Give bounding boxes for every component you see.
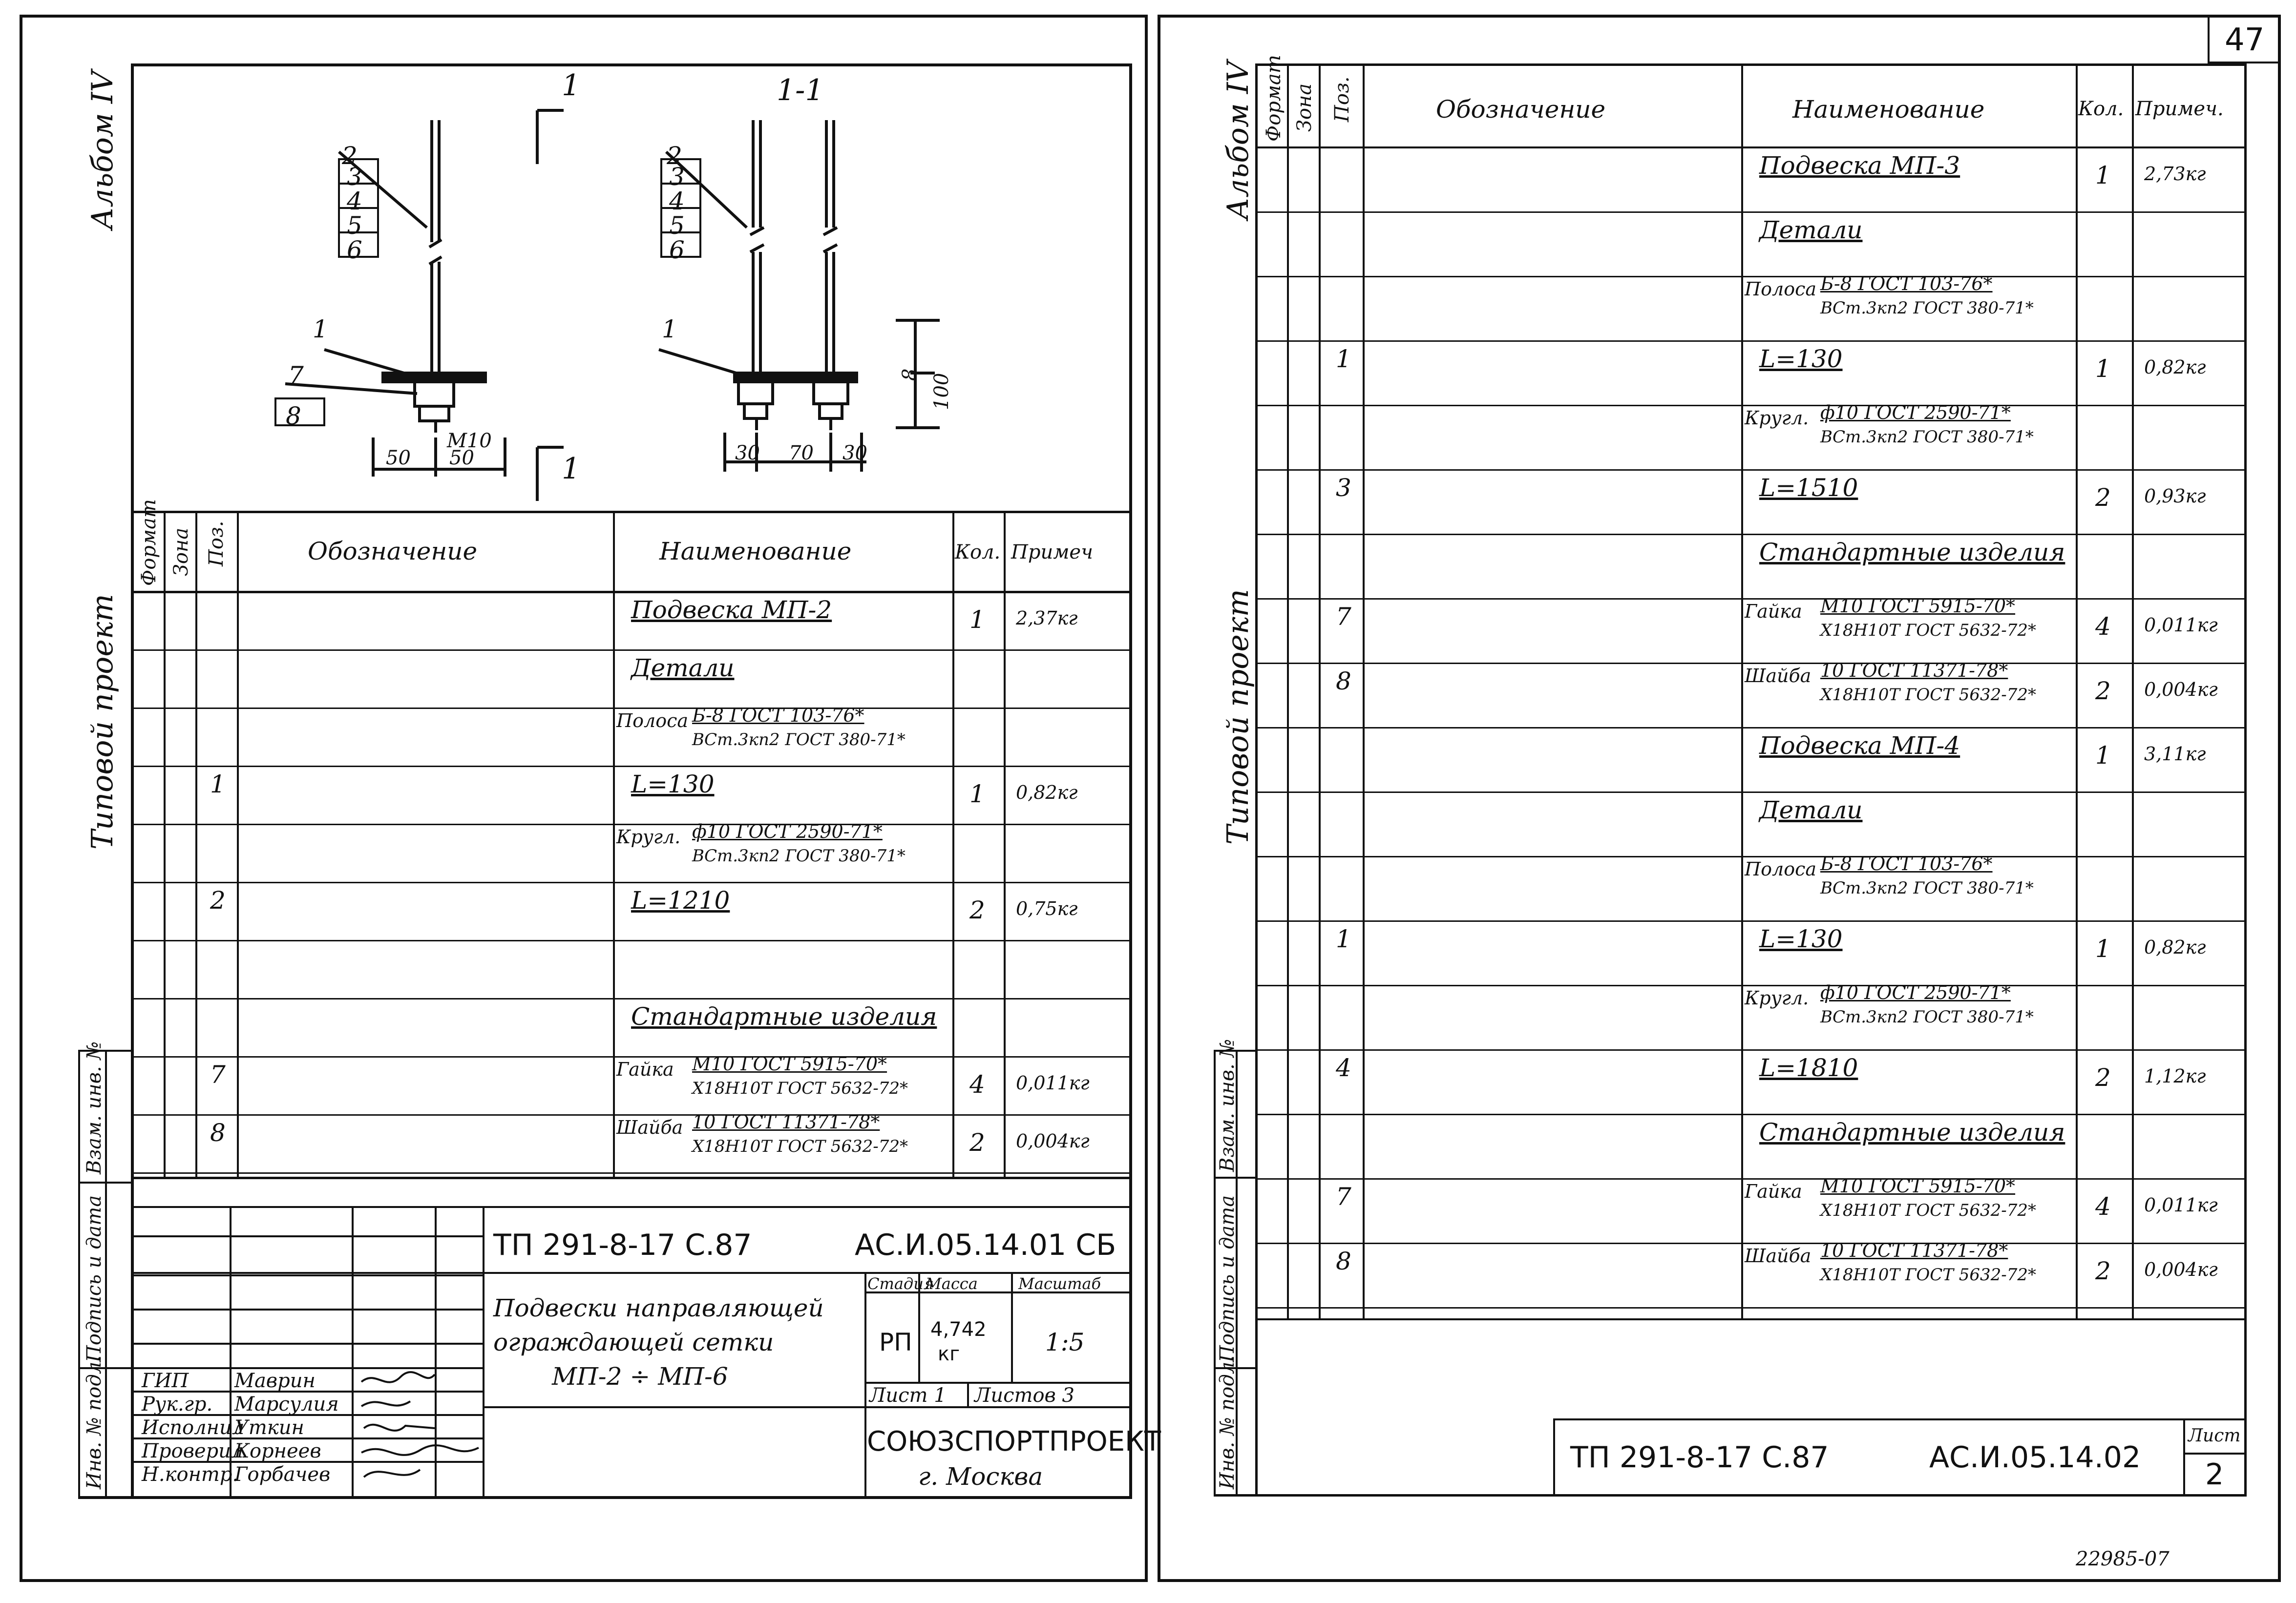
signature-scribbles: [357, 1367, 484, 1484]
row-qty: 4: [2095, 612, 2111, 641]
row-name: L=130: [1759, 925, 1843, 953]
assembly-drawing: [134, 66, 1129, 511]
row-note: 2,37кг: [1016, 607, 1078, 629]
signer-role-0: ГИП: [142, 1370, 189, 1392]
callout-7: 7: [288, 361, 304, 390]
row-material-top: ф10 ГОСТ 2590-71*: [1820, 402, 2011, 423]
row-divider: [131, 1172, 1132, 1174]
r-tb-code1: ТП 291-8-17 С.87: [1570, 1440, 1829, 1475]
row-note: 1,12кг: [2144, 1065, 2206, 1087]
row-name: L=130: [1759, 345, 1843, 373]
row-name: Подвеска МП-2: [631, 596, 832, 624]
signer-role-3: Проверил: [142, 1440, 244, 1462]
row-name: L=1510: [1759, 474, 1858, 502]
row-divider: [1255, 276, 2247, 277]
row-material-label: Кругл.: [1745, 407, 1809, 429]
row-pos: 4: [1336, 1054, 1351, 1082]
row-name: Детали: [631, 654, 735, 682]
row-pos: 3: [1336, 474, 1351, 502]
row-divider: [1255, 1049, 2247, 1051]
row-material-top: 10 ГОСТ 11371-78*: [1820, 660, 2008, 681]
row-name: L=1810: [1759, 1054, 1858, 1082]
row-name: Детали: [1759, 796, 1863, 824]
row-qty: 4: [2095, 1192, 2111, 1221]
row-divider: [1255, 469, 2247, 471]
dim-m10: M10: [447, 430, 492, 452]
r-header-name: Наименование: [1792, 95, 1985, 124]
right-side-label-sign: Подпись и дата: [1216, 1195, 1239, 1362]
row-material-label: Полоса: [616, 710, 689, 731]
dim-50-left: 50: [386, 447, 411, 469]
header-format: Формат: [138, 499, 160, 586]
row-material-label: Гайка: [616, 1059, 674, 1080]
row-divider: [131, 824, 1132, 825]
row-qty: 1: [2095, 354, 2111, 383]
row-divider: [1255, 856, 2247, 857]
tb-scale-label: Масштаб: [1018, 1274, 1101, 1293]
row-material-label: Шайба: [1745, 665, 1812, 687]
r-tb-code2: АС.И.05.14.02: [1929, 1440, 2141, 1475]
row-qty: 1: [2095, 161, 2111, 189]
dim-8: 8: [899, 368, 921, 381]
section-mark-top: 1: [562, 68, 581, 103]
callout-6: 6: [347, 236, 362, 264]
tb-sheet: Лист 1: [869, 1384, 947, 1407]
r-header-format: Формат: [1263, 55, 1285, 142]
row-pos: 7: [210, 1061, 226, 1089]
row-note: 0,004кг: [1016, 1130, 1090, 1152]
callout-r-5: 5: [669, 211, 685, 240]
left-side-label-vzam: Взам. инв. №: [83, 1041, 105, 1174]
row-qty: 2: [2095, 483, 2111, 512]
row-note: 0,82кг: [2144, 356, 2206, 378]
row-note: 0,82кг: [1016, 782, 1078, 803]
row-material-bottom: Х18Н10Т ГОСТ 5632-72*: [1820, 621, 2037, 640]
row-note: 2,73кг: [2144, 163, 2206, 185]
header-pos: Поз.: [205, 520, 228, 566]
callout-2: 2: [342, 142, 358, 170]
row-material-label: Гайка: [1745, 601, 1802, 622]
dim-70: 70: [789, 442, 814, 464]
row-divider: [131, 766, 1132, 767]
row-divider: [1255, 405, 2247, 406]
row-pos: 1: [1336, 345, 1351, 373]
row-divider: [1255, 985, 2247, 986]
callout-3: 3: [347, 163, 362, 191]
row-material-label: Полоса: [1745, 278, 1817, 300]
row-material-top: 10 ГОСТ 11371-78*: [1820, 1240, 2008, 1261]
row-material-bottom: ВСт.3кп2 ГОСТ 380-71*: [692, 730, 906, 749]
row-note: 0,004кг: [2144, 1259, 2218, 1280]
tb-title-1: Подвески направляющей: [493, 1294, 824, 1322]
row-material-top: ф10 ГОСТ 2590-71*: [1820, 982, 2011, 1003]
row-material-label: Кругл.: [616, 826, 681, 848]
row-material-label: Гайка: [1745, 1181, 1802, 1202]
r-tb-sheet-label: Лист: [2188, 1426, 2241, 1446]
row-note: 3,11кг: [2144, 743, 2206, 765]
row-material-label: Полоса: [1745, 858, 1817, 880]
row-material-bottom: Х18Н10Т ГОСТ 5632-72*: [692, 1079, 908, 1098]
row-divider: [131, 708, 1132, 709]
tb-org: СОЮЗСПОРТПРОЕКТ: [867, 1426, 1161, 1457]
row-pos: 8: [1336, 667, 1351, 695]
section-title: 1-1: [777, 73, 824, 107]
header-name: Наименование: [659, 537, 852, 565]
row-material-bottom: Х18Н10Т ГОСТ 5632-72*: [1820, 1201, 2037, 1220]
signer-role-2: Исполнил: [142, 1416, 245, 1439]
tb-stage-label: Стадия: [867, 1274, 934, 1293]
row-divider: [1255, 1243, 2247, 1244]
row-note: 0,011кг: [1016, 1072, 1090, 1094]
left-side-label-sign: Подпись и дата: [83, 1195, 105, 1362]
row-qty: 1: [2095, 741, 2111, 770]
dim-50-right: 50: [449, 447, 474, 469]
header-designation: Обозначение: [308, 537, 478, 565]
row-qty: 2: [2095, 1257, 2111, 1285]
row-material-label: Шайба: [1745, 1245, 1812, 1267]
row-note: 0,004кг: [2144, 679, 2218, 700]
row-material-bottom: ВСт.3кп2 ГОСТ 380-71*: [692, 846, 906, 866]
row-divider: [131, 1056, 1132, 1058]
row-divider: [1255, 598, 2247, 600]
row-pos: 1: [1336, 925, 1351, 953]
row-name: Стандартные изделия: [1759, 538, 2065, 566]
callout-5: 5: [347, 211, 362, 240]
signer-name-4: Горбачев: [234, 1463, 331, 1486]
row-divider: [1255, 340, 2247, 342]
callout-r-6: 6: [669, 236, 685, 264]
r-header-qty: Кол.: [2078, 98, 2124, 120]
dim-30-right: 30: [843, 442, 867, 464]
section-mark-bottom: 1: [562, 452, 581, 486]
callout-r-1: 1: [662, 315, 677, 343]
row-pos: 7: [1336, 1183, 1351, 1211]
row-material-top: М10 ГОСТ 5915-70*: [692, 1053, 887, 1075]
signer-role-4: Н.контр.: [142, 1463, 239, 1486]
row-qty: 1: [969, 780, 985, 808]
r-header-zone: Зона: [1293, 83, 1316, 132]
callout-r-4: 4: [669, 187, 685, 215]
callout-4: 4: [347, 187, 362, 215]
row-name: Стандартные изделия: [1759, 1118, 2065, 1146]
row-divider: [1255, 1307, 2247, 1309]
dim-30-left: 30: [735, 442, 760, 464]
tb-mass: 4,742: [930, 1318, 987, 1341]
row-name: Детали: [1759, 216, 1863, 244]
tb-mass-unit: кг: [938, 1343, 960, 1365]
row-note: 0,011кг: [2144, 614, 2218, 636]
tb-code1: ТП 291-8-17 С.87: [493, 1228, 752, 1262]
row-material-bottom: ВСт.3кп2 ГОСТ 380-71*: [1820, 1007, 2034, 1027]
r-header-note: Примеч.: [2135, 98, 2224, 120]
header-qty: Кол.: [955, 541, 1001, 563]
tb-scale: 1:5: [1045, 1328, 1085, 1356]
row-divider: [1255, 920, 2247, 922]
dim-100: 100: [930, 373, 953, 410]
row-name: Подвеска МП-3: [1759, 151, 1960, 180]
row-pos: 8: [210, 1119, 226, 1147]
row-pos: 1: [210, 770, 226, 798]
row-qty: 2: [969, 1128, 985, 1157]
callout-8: 8: [286, 402, 301, 430]
callout-r-2: 2: [667, 142, 682, 170]
row-divider: [1255, 663, 2247, 664]
r-header-designation: Обозначение: [1436, 95, 1606, 124]
r-header-pos: Поз.: [1331, 76, 1353, 122]
row-divider: [1255, 534, 2247, 535]
row-qty: 1: [969, 605, 985, 634]
row-name: L=1210: [631, 886, 730, 915]
row-divider: [131, 882, 1132, 883]
project-label-right: Типовой проект: [1221, 589, 1255, 845]
row-material-bottom: Х18Н10Т ГОСТ 5632-72*: [1820, 1265, 2037, 1285]
callout-1: 1: [313, 315, 328, 343]
row-material-label: Кругл.: [1745, 987, 1809, 1009]
left-side-label-inv: Инв. № подл.: [83, 1355, 105, 1489]
row-material-top: Б-8 ГОСТ 103-76*: [1820, 273, 1993, 294]
signer-role-1: Рук.гр.: [142, 1393, 213, 1416]
tb-stage: РП: [879, 1328, 912, 1356]
row-divider: [131, 940, 1132, 941]
row-material-bottom: ВСт.3кп2 ГОСТ 380-71*: [1820, 427, 2034, 447]
tb-city: г. Москва: [918, 1462, 1043, 1491]
row-pos: 2: [210, 886, 226, 915]
row-name: L=130: [631, 770, 715, 798]
row-note: 0,011кг: [2144, 1194, 2218, 1216]
row-material-top: 10 ГОСТ 11371-78*: [692, 1111, 880, 1133]
signer-name-2: Уткин: [234, 1416, 304, 1439]
tb-sheets: Листов 3: [974, 1384, 1074, 1407]
signer-name-1: Марсулия: [234, 1393, 339, 1416]
row-divider: [131, 998, 1132, 999]
row-material-bottom: ВСт.3кп2 ГОСТ 380-71*: [1820, 878, 2034, 898]
signer-name-0: Маврин: [234, 1370, 316, 1392]
row-divider: [1255, 727, 2247, 729]
row-note: 0,82кг: [2144, 937, 2206, 958]
signer-name-3: Корнеев: [234, 1440, 321, 1462]
row-note: 0,93кг: [2144, 485, 2206, 507]
row-material-top: М10 ГОСТ 5915-70*: [1820, 595, 2016, 617]
tb-title-3: МП-2 ÷ МП-6: [552, 1362, 728, 1391]
row-note: 0,75кг: [1016, 898, 1078, 919]
row-pos: 8: [1336, 1247, 1351, 1275]
row-material-top: ф10 ГОСТ 2590-71*: [692, 821, 883, 842]
row-divider: [1255, 1114, 2247, 1115]
row-material-bottom: Х18Н10Т ГОСТ 5632-72*: [692, 1137, 908, 1156]
row-divider: [1255, 211, 2247, 213]
row-divider: [1255, 1178, 2247, 1180]
row-qty: 2: [969, 896, 985, 924]
right-side-label-inv: Инв. № подл.: [1216, 1355, 1239, 1489]
album-label-right: Альбом IV: [1221, 61, 1255, 220]
header-zone: Зона: [170, 527, 192, 576]
row-material-bottom: Х18Н10Т ГОСТ 5632-72*: [1820, 685, 2037, 705]
row-divider: [1255, 791, 2247, 793]
tb-mass-label: Масса: [926, 1274, 978, 1293]
bottom-code: 22985-07: [2076, 1548, 2170, 1570]
row-material-label: Шайба: [616, 1117, 683, 1138]
row-material-bottom: ВСт.3кп2 ГОСТ 380-71*: [1820, 298, 2034, 318]
row-qty: 1: [2095, 935, 2111, 963]
right-side-label-vzam: Взам. инв. №: [1216, 1039, 1239, 1172]
row-material-top: Б-8 ГОСТ 103-76*: [1820, 853, 1993, 874]
row-divider: [131, 649, 1132, 651]
header-note: Примеч: [1011, 541, 1093, 563]
row-divider: [131, 1114, 1132, 1116]
row-qty: 4: [969, 1070, 985, 1099]
project-label: Типовой проект: [85, 594, 120, 850]
row-name: Стандартные изделия: [631, 1002, 937, 1031]
row-material-top: М10 ГОСТ 5915-70*: [1820, 1175, 2016, 1197]
tb-code2: АС.И.05.14.01 СБ: [855, 1228, 1116, 1262]
callout-r-3: 3: [669, 163, 685, 191]
row-qty: 2: [2095, 677, 2111, 705]
row-pos: 7: [1336, 603, 1351, 631]
sheet-number-top: 47: [2225, 22, 2265, 58]
row-name: Подвеска МП-4: [1759, 731, 1960, 760]
album-label: Альбом IV: [85, 71, 120, 229]
tb-title-2: ограждающей сетки: [493, 1328, 774, 1356]
row-material-top: Б-8 ГОСТ 103-76*: [692, 705, 864, 726]
row-qty: 2: [2095, 1063, 2111, 1092]
r-tb-sheet-no: 2: [2205, 1457, 2224, 1492]
